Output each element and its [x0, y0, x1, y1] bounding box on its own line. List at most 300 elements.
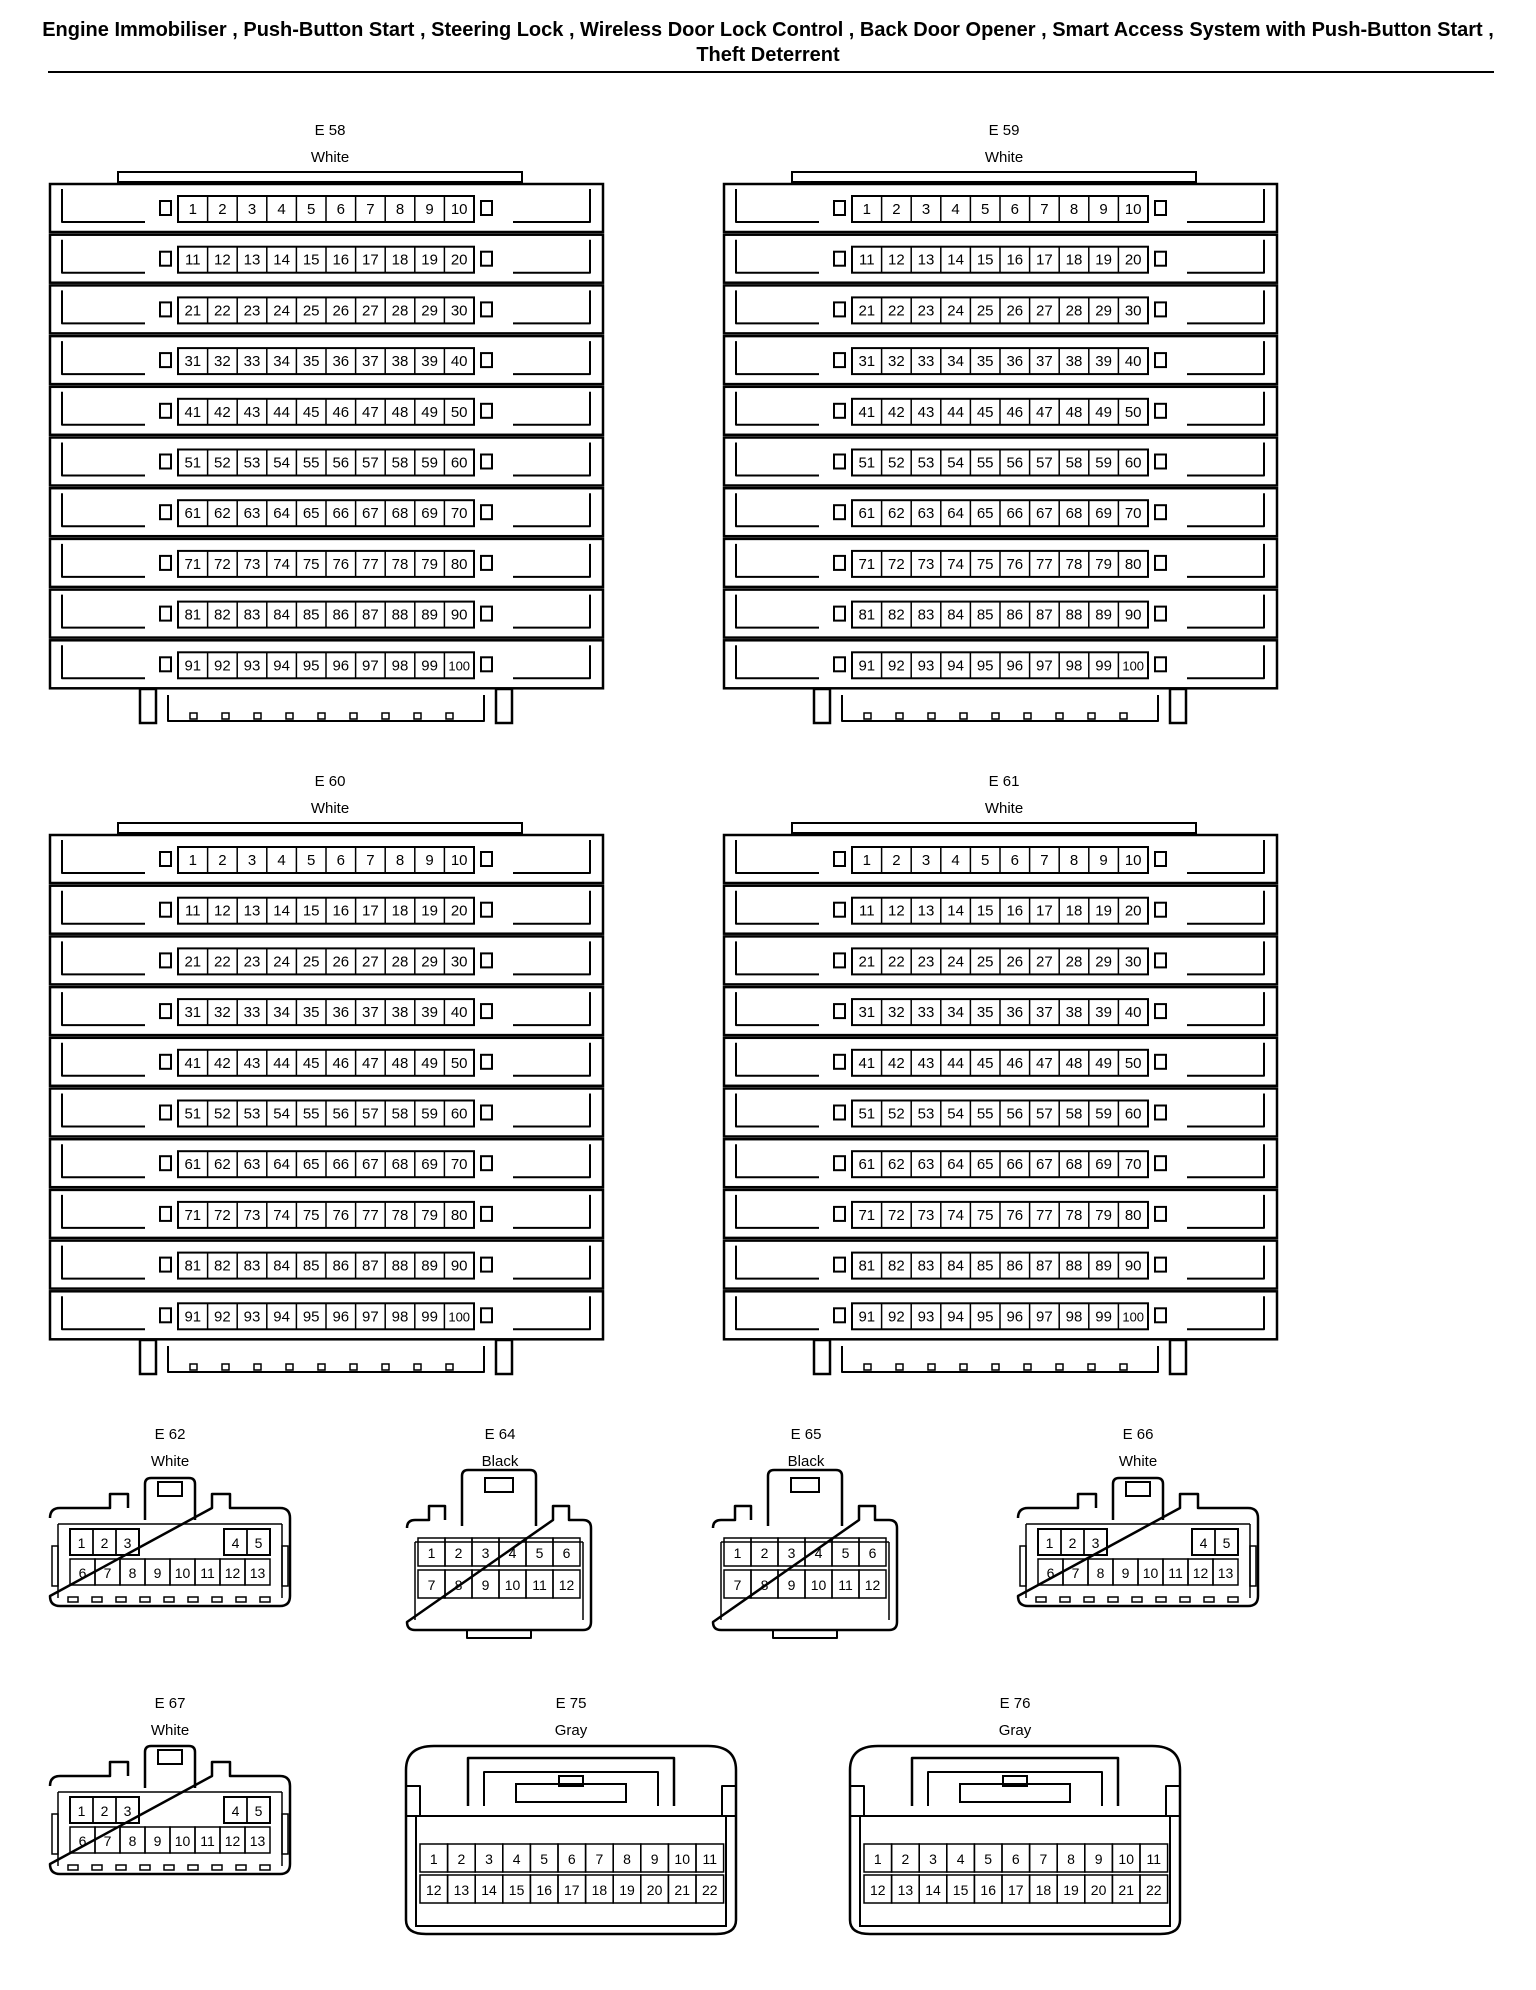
pin-number: 60 [450, 1105, 468, 1123]
pin-number: 40 [1124, 353, 1142, 371]
pin-number: 37 [1036, 353, 1053, 371]
pin-number: 2 [100, 1535, 109, 1551]
pin-number: 11 [200, 1565, 215, 1581]
pin-number: 8 [1067, 1851, 1075, 1867]
pin-number: 39 [1095, 1004, 1112, 1022]
pin-number: 16 [1006, 251, 1024, 269]
pin-number: 7 [103, 1833, 112, 1849]
pin-number: 11 [859, 251, 875, 269]
page-title: Engine Immobiliser , Push-Button Start , Steering Lock , Wireless Door Lock Control , Back Door Opener , Smart Access System with Push-Button Start , Theft Deterrent [42, 19, 1494, 66]
pin-number: 99 [1095, 657, 1112, 675]
pin-number: 61 [184, 505, 202, 523]
pin-number: 88 [1065, 606, 1083, 624]
pin-number: 22 [1146, 1882, 1162, 1898]
pin-number: 87 [362, 1257, 379, 1275]
pin-number: 12 [224, 1565, 241, 1581]
pin-number: 68 [391, 505, 409, 523]
pin-number: 3 [929, 1851, 937, 1867]
pin-number: 94 [273, 1308, 290, 1326]
pin-number: 76 [1006, 1206, 1024, 1224]
pin-number: 6 [336, 201, 345, 218]
pin-number: 78 [1065, 1206, 1083, 1224]
connector-color: White [984, 149, 1024, 166]
pin-number: 34 [947, 1004, 964, 1022]
pin-number: 65 [976, 1156, 994, 1174]
pin-number: 99 [421, 1308, 438, 1326]
pin-number: 56 [332, 1105, 350, 1123]
pin-number: 7 [103, 1565, 112, 1581]
pin-number: 4 [1199, 1535, 1208, 1551]
connector-id: E 67 [154, 1695, 186, 1712]
pin-number: 95 [976, 1308, 994, 1326]
pin-number: 13 [243, 902, 261, 920]
pin-number: 13 [1217, 1565, 1234, 1581]
pin-number: 10 [674, 1851, 690, 1867]
pin-number: 31 [858, 353, 876, 371]
pin-number: 54 [947, 454, 964, 472]
pin-number: 88 [391, 606, 409, 624]
pin-number: 38 [391, 1004, 409, 1022]
pin-number: 15 [976, 251, 994, 269]
pin-number: 10 [1118, 1851, 1134, 1867]
pin-number: 91 [184, 1308, 202, 1326]
pin-number: 20 [646, 1882, 663, 1898]
pin-number: 75 [976, 1206, 994, 1224]
pin-number: 4 [814, 1545, 823, 1561]
pin-number: 68 [1065, 1156, 1083, 1174]
pin-number: 33 [243, 353, 261, 371]
pin-number: 12 [558, 1577, 575, 1593]
pin-number: 49 [421, 403, 438, 421]
pin-number: 10 [504, 1577, 521, 1593]
pin-number: 1 [1045, 1535, 1054, 1551]
pin-number: 23 [243, 953, 261, 971]
pin-number: 53 [243, 1105, 261, 1123]
pin-number: 86 [332, 606, 350, 624]
pin-number: 51 [858, 454, 876, 472]
pin-number: 11 [200, 1833, 215, 1849]
pin-number: 72 [214, 555, 231, 573]
pin-number: 30 [1124, 302, 1142, 320]
pin-number: 89 [421, 1257, 438, 1275]
pin-number: 1 [188, 852, 197, 869]
pin-number: 42 [214, 1054, 231, 1072]
pin-number: 60 [450, 454, 468, 472]
pin-number: 88 [1065, 1257, 1083, 1275]
connector-color: White [150, 1722, 190, 1739]
pin-number: 10 [174, 1833, 191, 1849]
connector-color: Gray [554, 1722, 588, 1739]
pin-number: 2 [218, 852, 227, 869]
pin-number: 73 [917, 1206, 935, 1224]
pin-number: 88 [391, 1257, 409, 1275]
pin-number: 31 [184, 353, 202, 371]
inner-frame [860, 1816, 1170, 1926]
connector-id: E 75 [555, 1695, 587, 1712]
pin-number: 67 [1036, 505, 1053, 523]
pin-number: 19 [1095, 902, 1112, 920]
pin-number: 94 [947, 657, 964, 675]
connector-color: Black [481, 1453, 519, 1470]
pin-number: 100 [1122, 1309, 1145, 1325]
pin-number: 95 [302, 657, 320, 675]
pin-number: 52 [888, 1105, 905, 1123]
pin-number: 76 [332, 1206, 350, 1224]
pin-number: 81 [858, 606, 876, 624]
pin-number: 2 [892, 201, 901, 218]
pin-number: 4 [512, 1851, 521, 1867]
pin-number: 12 [214, 251, 231, 269]
pin-number: 2 [760, 1545, 769, 1561]
pin-number: 98 [1065, 1308, 1083, 1326]
pin-number: 73 [243, 555, 261, 573]
pin-number: 75 [302, 1206, 320, 1224]
pin-number: 58 [391, 1105, 409, 1123]
connector-id: E 61 [988, 773, 1020, 790]
connector-color: Gray [998, 1722, 1032, 1739]
pin-number: 6 [336, 852, 345, 869]
pin-number: 56 [332, 454, 350, 472]
pin-number: 25 [302, 953, 320, 971]
pin-number: 41 [858, 403, 876, 421]
pin-number: 6 [868, 1545, 877, 1561]
pin-number: 32 [888, 1004, 905, 1022]
pin-number: 77 [1036, 1206, 1053, 1224]
pin-number: 96 [332, 657, 350, 675]
pin-number: 83 [917, 1257, 935, 1275]
pin-number: 5 [307, 201, 316, 218]
pin-number: 3 [481, 1545, 490, 1561]
pin-number: 82 [214, 1257, 231, 1275]
pin-number: 34 [273, 353, 290, 371]
pin-number: 37 [362, 353, 379, 371]
pin-number: 84 [273, 1257, 290, 1275]
pin-number: 7 [427, 1577, 436, 1593]
pin-number: 93 [917, 657, 935, 675]
pin-number: 82 [888, 606, 905, 624]
pin-number: 26 [1006, 302, 1024, 320]
pin-number: 11 [859, 902, 875, 920]
pin-number: 79 [421, 555, 438, 573]
pin-number: 72 [888, 555, 905, 573]
pin-number: 85 [302, 1257, 320, 1275]
pin-number: 30 [450, 953, 468, 971]
pin-number: 14 [947, 902, 964, 920]
pin-number: 47 [1036, 403, 1053, 421]
pin-number: 53 [243, 454, 261, 472]
pin-number: 51 [184, 1105, 202, 1123]
pin-number: 84 [947, 1257, 964, 1275]
pin-number: 22 [214, 953, 231, 971]
pin-number: 61 [858, 1156, 876, 1174]
pin-number: 45 [976, 403, 994, 421]
pin-number: 54 [947, 1105, 964, 1123]
pin-number: 40 [1124, 1004, 1142, 1022]
pin-number: 93 [917, 1308, 935, 1326]
connector-color: White [150, 1453, 190, 1470]
pin-number: 64 [947, 505, 964, 523]
connector-id: E 59 [988, 122, 1020, 139]
pin-number: 9 [153, 1833, 162, 1849]
pin-number: 69 [421, 505, 438, 523]
pin-number: 60 [1124, 454, 1142, 472]
pin-number: 90 [450, 1257, 468, 1275]
pin-number: 97 [362, 657, 379, 675]
pin-number: 74 [947, 1206, 964, 1224]
pin-number: 70 [1124, 1156, 1142, 1174]
pin-number: 80 [450, 555, 468, 573]
pin-number: 36 [332, 353, 350, 371]
pin-number: 38 [1065, 353, 1083, 371]
pin-number: 68 [391, 1156, 409, 1174]
connector-id: E 76 [999, 1695, 1031, 1712]
pin-number: 79 [1095, 1206, 1112, 1224]
connector-color: White [310, 149, 350, 166]
connector-id: E 62 [154, 1426, 186, 1443]
pin-number: 24 [273, 302, 290, 320]
pin-number: 27 [1036, 953, 1053, 971]
pin-number: 8 [395, 852, 405, 869]
pin-number: 87 [1036, 1257, 1053, 1275]
pin-number: 32 [888, 353, 905, 371]
pin-number: 100 [448, 658, 471, 674]
pin-number: 6 [567, 1851, 576, 1867]
pin-number: 92 [214, 1308, 231, 1326]
pin-number: 19 [421, 251, 438, 269]
pin-number: 7 [595, 1851, 604, 1867]
pin-number: 63 [917, 505, 935, 523]
pin-number: 5 [984, 1851, 993, 1867]
pin-number: 62 [888, 1156, 905, 1174]
pin-number: 47 [362, 1054, 379, 1072]
pin-number: 10 [450, 201, 468, 218]
pin-number: 7 [1071, 1565, 1080, 1581]
pin-number: 9 [1099, 852, 1108, 869]
pin-number: 71 [858, 1206, 876, 1224]
pin-number: 57 [362, 1105, 379, 1123]
pin-number: 59 [421, 454, 438, 472]
pin-number: 41 [858, 1054, 876, 1072]
pin-number: 80 [1124, 555, 1142, 573]
pin-number: 75 [976, 555, 994, 573]
pin-number: 98 [391, 657, 409, 675]
pin-number: 49 [1095, 1054, 1112, 1072]
pin-number: 48 [391, 1054, 409, 1072]
pin-number: 10 [450, 852, 468, 869]
pin-number: 4 [277, 852, 286, 869]
pin-number: 61 [184, 1156, 202, 1174]
pin-number: 27 [362, 302, 379, 320]
pin-number: 20 [1124, 251, 1142, 269]
pin-number: 10 [1124, 201, 1142, 218]
pin-number: 6 [562, 1545, 571, 1561]
pin-number: 28 [391, 953, 409, 971]
pin-number: 29 [1095, 953, 1112, 971]
pin-number: 3 [921, 201, 931, 218]
pin-number: 77 [362, 555, 379, 573]
pin-number: 52 [888, 454, 905, 472]
pin-number: 13 [917, 251, 935, 269]
pin-number: 96 [1006, 1308, 1024, 1326]
pin-number: 69 [1095, 505, 1112, 523]
pin-number: 6 [78, 1833, 87, 1849]
pin-number: 41 [184, 1054, 202, 1072]
pin-number: 44 [947, 403, 964, 421]
pin-number: 73 [917, 555, 935, 573]
pin-number: 43 [917, 1054, 935, 1072]
pin-number: 9 [481, 1577, 490, 1593]
pin-number: 21 [184, 302, 202, 320]
pin-number: 47 [1036, 1054, 1053, 1072]
pin-number: 90 [1124, 1257, 1142, 1275]
pin-number: 2 [218, 201, 227, 218]
pin-number: 58 [1065, 454, 1083, 472]
pin-number: 90 [1124, 606, 1142, 624]
pin-number: 24 [273, 953, 290, 971]
pin-number: 77 [1036, 555, 1053, 573]
pin-number: 12 [870, 1882, 886, 1898]
pin-number: 81 [184, 1257, 202, 1275]
pin-number: 8 [128, 1565, 137, 1581]
pin-number: 6 [1046, 1565, 1055, 1581]
pin-number: 11 [532, 1577, 547, 1593]
pin-number: 15 [302, 251, 320, 269]
pin-number: 91 [858, 1308, 876, 1326]
pin-number: 13 [249, 1565, 266, 1581]
pin-number: 63 [243, 505, 261, 523]
pin-number: 3 [1091, 1535, 1100, 1551]
pin-number: 7 [1039, 1851, 1048, 1867]
pin-number: 98 [391, 1308, 409, 1326]
pin-number: 15 [976, 902, 994, 920]
pin-number: 27 [1036, 302, 1053, 320]
pin-number: 26 [332, 302, 350, 320]
pin-number: 5 [254, 1803, 263, 1819]
pin-number: 55 [976, 1105, 994, 1123]
pin-number: 50 [1124, 403, 1142, 421]
pin-number: 29 [421, 953, 438, 971]
pin-number: 2 [457, 1851, 466, 1867]
pin-number: 8 [1069, 852, 1079, 869]
pin-number: 13 [897, 1882, 914, 1898]
pin-number: 39 [1095, 353, 1112, 371]
pin-number: 53 [917, 454, 935, 472]
pin-number: 6 [1011, 1851, 1020, 1867]
pin-number: 66 [1006, 1156, 1024, 1174]
pin-number: 80 [450, 1206, 468, 1224]
pin-number: 21 [858, 302, 876, 320]
pin-number: 3 [485, 1851, 493, 1867]
connector-id: E 60 [314, 773, 346, 790]
pin-number: 83 [243, 606, 261, 624]
pin-number: 4 [951, 852, 960, 869]
pin-number: 8 [623, 1851, 631, 1867]
pin-number: 85 [976, 1257, 994, 1275]
pin-number: 17 [1036, 251, 1053, 269]
pin-number: 95 [976, 657, 994, 675]
pin-number: 59 [1095, 1105, 1112, 1123]
pin-number: 58 [391, 454, 409, 472]
pin-number: 97 [1036, 1308, 1053, 1326]
pin-number: 5 [981, 852, 990, 869]
pin-number: 51 [858, 1105, 876, 1123]
pin-number: 93 [243, 1308, 261, 1326]
pin-number: 46 [1006, 403, 1024, 421]
pin-number: 7 [366, 201, 375, 218]
pin-number: 81 [858, 1257, 876, 1275]
pin-number: 99 [421, 657, 438, 675]
pin-number: 42 [214, 403, 231, 421]
pin-number: 5 [841, 1545, 850, 1561]
pin-number: 85 [976, 606, 994, 624]
pin-number: 21 [184, 953, 202, 971]
pin-number: 54 [273, 1105, 290, 1123]
pin-number: 18 [1065, 251, 1083, 269]
pin-number: 4 [231, 1535, 240, 1551]
pin-number: 34 [273, 1004, 290, 1022]
pin-number: 50 [450, 403, 468, 421]
pin-number: 2 [892, 852, 901, 869]
pin-number: 48 [1065, 403, 1083, 421]
pin-number: 34 [947, 353, 964, 371]
pin-number: 48 [391, 403, 409, 421]
pin-number: 71 [184, 555, 202, 573]
pin-number: 37 [362, 1004, 379, 1022]
pin-number: 96 [1006, 657, 1024, 675]
pin-number: 50 [450, 1054, 468, 1072]
pin-number: 57 [362, 454, 379, 472]
pin-number: 2 [454, 1545, 463, 1561]
pin-number: 1 [427, 1545, 436, 1561]
pin-number: 35 [976, 353, 994, 371]
pin-number: 22 [888, 953, 905, 971]
pin-number: 67 [1036, 1156, 1053, 1174]
connector-color: White [310, 800, 350, 817]
pin-number: 63 [917, 1156, 935, 1174]
pin-number: 6 [1010, 852, 1019, 869]
pin-number: 16 [332, 251, 350, 269]
pin-number: 20 [1124, 902, 1142, 920]
pin-number: 4 [231, 1803, 240, 1819]
pin-number: 12 [1192, 1565, 1209, 1581]
pin-number: 81 [184, 606, 202, 624]
pin-number: 29 [1095, 302, 1112, 320]
pin-number: 26 [1006, 953, 1024, 971]
pin-number: 5 [981, 201, 990, 218]
pin-number: 86 [332, 1257, 350, 1275]
pin-number: 91 [858, 657, 876, 675]
pin-number: 30 [1124, 953, 1142, 971]
pin-number: 13 [453, 1882, 470, 1898]
pin-number: 94 [273, 657, 290, 675]
pin-number: 60 [1124, 1105, 1142, 1123]
pin-number: 68 [1065, 505, 1083, 523]
pin-number: 36 [332, 1004, 350, 1022]
pin-number: 23 [917, 302, 935, 320]
pin-number: 33 [243, 1004, 261, 1022]
pin-number: 12 [214, 902, 231, 920]
pin-number: 9 [1099, 201, 1108, 218]
pin-number: 83 [917, 606, 935, 624]
pin-number: 22 [888, 302, 905, 320]
pin-number: 4 [277, 201, 286, 218]
pin-number: 98 [1065, 657, 1083, 675]
pin-number: 28 [1065, 302, 1083, 320]
pin-number: 22 [214, 302, 231, 320]
connector-id: E 66 [1122, 1426, 1154, 1443]
pin-number: 9 [153, 1565, 162, 1581]
pin-number: 86 [1006, 1257, 1024, 1275]
